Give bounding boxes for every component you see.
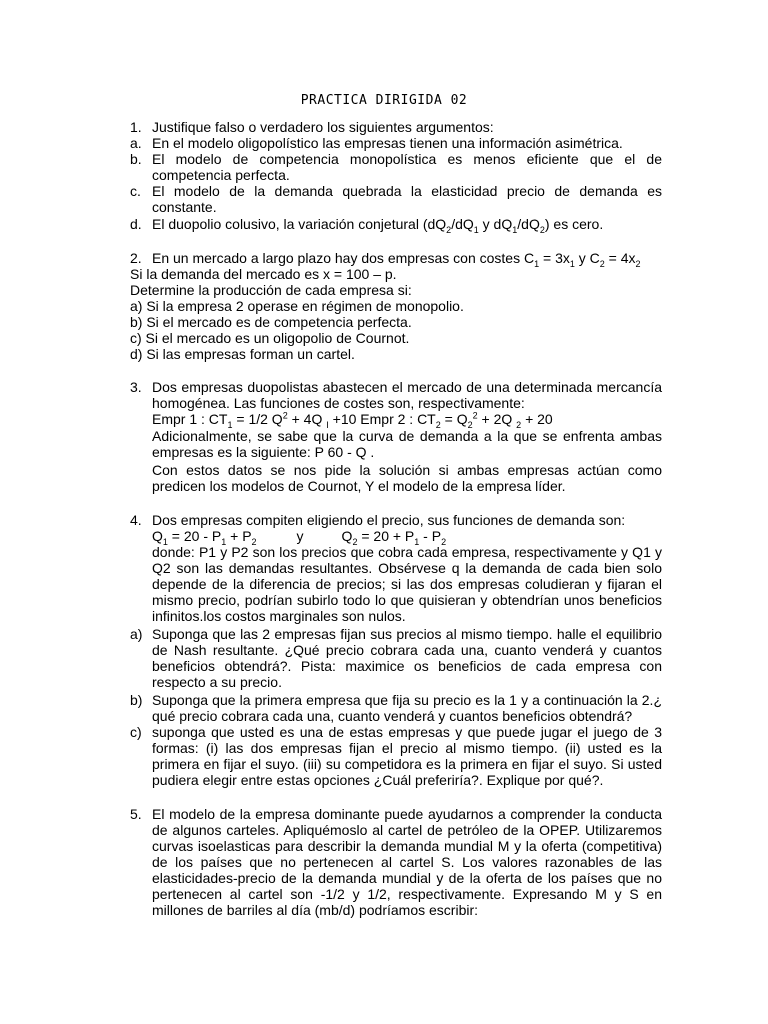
question-3-demand: Adicionalmente, se sabe que la curva de demanda a la que se enfrenta ambas empresas es la siguiente: P 60 - Q . <box>152 428 662 460</box>
item-text: El modelo de competencia monopolística es menos eficiente que el de competencia perfecta. <box>152 151 662 183</box>
question-1-text: Justifique falso o verdadero los siguientes argumentos: <box>152 119 494 135</box>
question-5-text: El modelo de la empresa dominante puede ayudarnos a comprender la conducta de algunos carteles. Apliquémoslo al cartel de petróleo de la OPEP. Utilizaremos curvas isoelasticas para describir la demanda mundial M y la oferta (competitiva) de los países que no pertenecen al cartel S. Los valores razonables de las elasticidades-precio de la demanda mundial y de la oferta de los países que no pertenecen al cartel son -1/2 y 1/2, respectivamente. Expresando M y S en millones de barriles al día (mb/d) podríamos escribir: <box>152 806 662 918</box>
item-label: c) <box>130 724 142 740</box>
item-text: El duopolio colusivo, la variación conjetural ($dQ_2/dQ_1$ y $dQ_1/dQ_2$) es cero. <box>152 216 604 235</box>
item-text: Suponga que la primera empresa que fija su precio es la 1 y a continuación la 2.¿ qué precio cobrara cada una, cuanto venderá y cuantos beneficios obtendrá? <box>152 692 662 724</box>
question-3-task: Con estos datos se nos pide la solución si ambas empresas actúan como predicen los modelos de Cournot, Y el modelo de la empresa líder. <box>152 462 662 494</box>
item-label: c. <box>130 183 141 199</box>
question-2-item-b: b) Si el mercado es de competencia perfecta. <box>130 314 412 330</box>
item-label: a. <box>130 135 142 151</box>
question-1-number: 1. <box>130 119 142 135</box>
question-5-number: 5. <box>130 806 142 822</box>
question-3-intro: Dos empresas duopolistas abastecen el mercado de una determinada mercancía homogénea. Las funciones de costes son, respectivamente: <box>152 379 662 411</box>
question-4-intro: Dos empresas compiten eligiendo el precio, sus funciones de demanda son: <box>152 512 626 528</box>
question-2-costs: En un mercado a largo plazo hay dos empresas con costes $C_1 = 3x_1$ y $C_2 = 4x_2$ <box>152 250 641 269</box>
question-2-item-c: c) Si el mercado es un oligopolio de Cournot. <box>130 330 410 346</box>
item-label: a) <box>130 626 143 642</box>
item-label: d. <box>130 216 142 232</box>
question-2-number: 2. <box>130 250 142 266</box>
question-4-demand-equations: $Q_1 = 20 - P_1 + P_2$ y $Q_2 = 20 + P_1 - P_2$ <box>152 528 447 547</box>
question-4-number: 4. <box>130 512 142 528</box>
page-title: PRACTICA DIRIGIDA 02 <box>300 93 468 108</box>
item-text: suponga que usted es una de estas empresas y que puede jugar el juego de 3 formas: (i) las dos empresas fijan el precio al mismo tiempo. (ii) usted es la primera en fijar el suyo. (iii) su competidora es la primera en fijar el suyo. Si usted pudiera elegir entre estas opciones ¿Cuál preferiría?. Explique por qué?. <box>152 724 662 788</box>
item-text: Suponga que las 2 empresas fijan sus precios al mismo tiempo. halle el equilibrio de Nash resultante. ¿Qué precio cobrara cada una, cuanto venderá y cuantos beneficios obtendrá?. Pista: maximice os beneficios de cada empresa con respecto a su precio. <box>152 626 662 690</box>
item-label: b) <box>130 692 143 708</box>
question-3-cost-equations: Empr 1 : $CT_1 = 1/2$ $Q^2 + 4Q$ $_I$ +10 Empr 2 : $CT_2 = Q_2^2 + 2Q$ $_2$ + 20 <box>152 410 553 430</box>
item-text: El modelo de la demanda quebrada la elasticidad precio de demanda es constante. <box>152 183 662 215</box>
item-label: b. <box>130 151 142 167</box>
question-2-demand: Si la demanda del mercado es x = 100 – p. <box>130 266 397 282</box>
question-3-number: 3. <box>130 379 142 395</box>
question-2-item-d: d) Si las empresas forman un cartel. <box>130 346 355 362</box>
question-2-item-a: a) Si la empresa 2 operase en régimen de monopolio. <box>130 298 464 314</box>
question-2-instruction: Determine la producción de cada empresa si: <box>130 282 412 298</box>
item-text: En el modelo oligopolístico las empresas tienen una información asimétrica. <box>152 135 623 151</box>
question-4-description: donde: P1 y P2 son los precios que cobra cada empresa, respectivamente y Q1 y Q2 son las demandas resultantes. Obsérvese q la demanda de cada bien solo depende de la diferencia de precios; si las dos empresas coludieran y fijaran el mismo precio, podrían subirlo todo lo que quisieran y obtendrían unos beneficios infinitos.los costos marginales son nulos. <box>152 544 662 624</box>
